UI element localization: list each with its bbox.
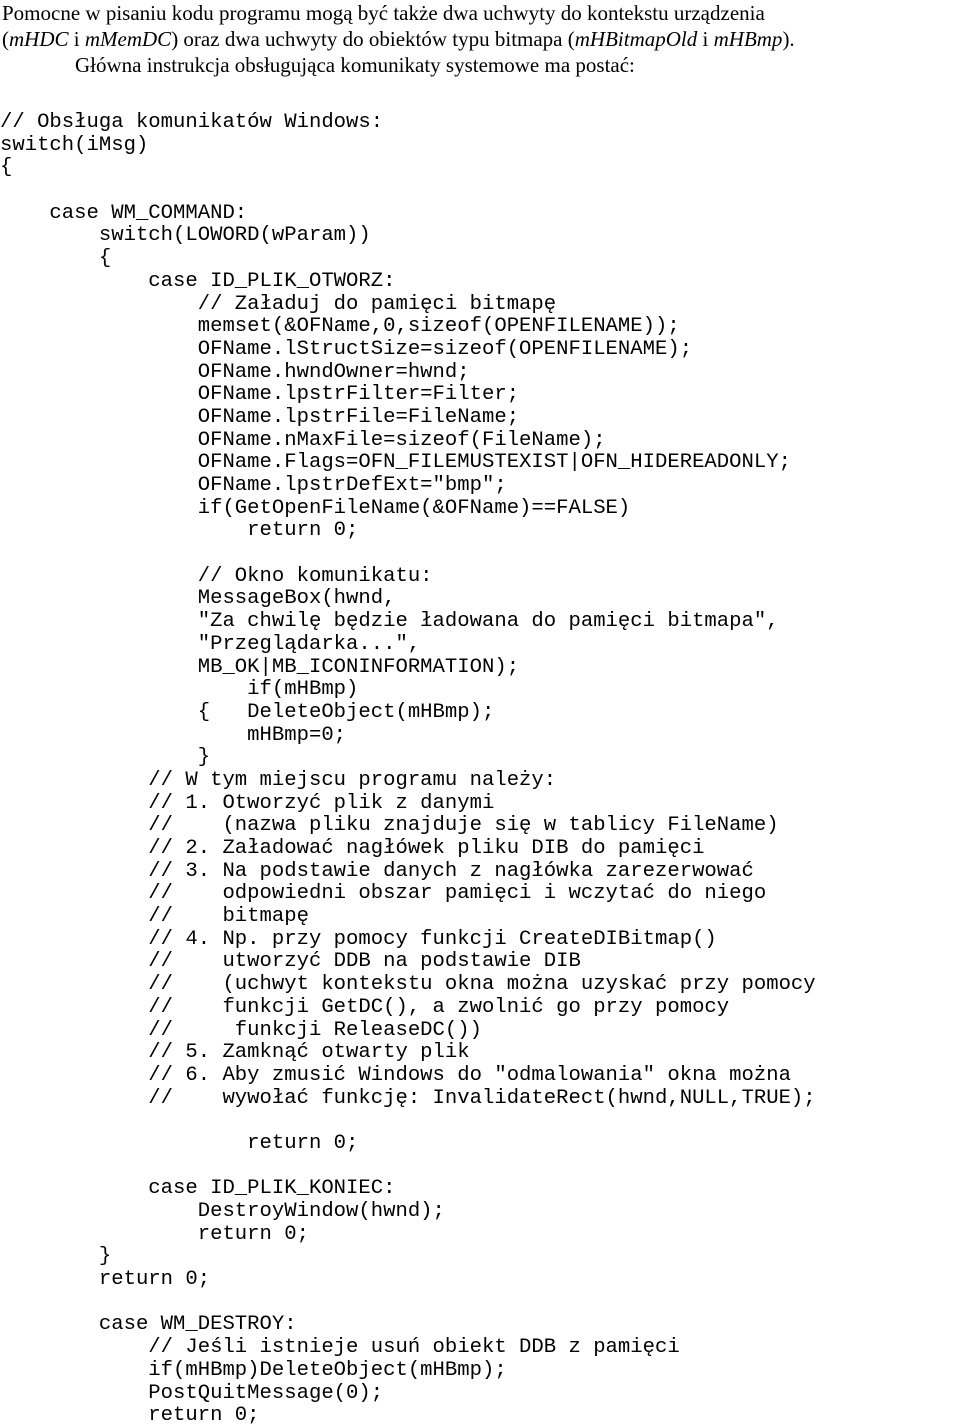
code-line: case WM_DESTROY: xyxy=(0,1313,297,1337)
code-line: // funkcji ReleaseDC()) xyxy=(0,1018,482,1042)
code-line xyxy=(0,1156,958,1179)
code-line xyxy=(0,543,958,566)
prose-text: ( xyxy=(2,27,9,51)
identifier-italic: mHBmp xyxy=(713,27,783,51)
code-line: case WM_COMMAND: xyxy=(0,201,248,225)
code-line: // bitmapę xyxy=(0,905,309,929)
code-line: // 5. Zamknąć otwarty plik xyxy=(0,1041,470,1065)
prose-line-3: Główna instrukcja obsługująca komunikaty systemowe ma postać: xyxy=(75,53,635,77)
code-line: return 0; xyxy=(0,1268,211,1292)
code-line: // 2. Załadować nagłówek pliku DIB do pamięci xyxy=(0,837,705,860)
code-line: // (nazwa pliku znajduje się w tablicy FileName) xyxy=(0,814,779,838)
code-line: switch(iMsg) xyxy=(0,133,149,157)
code-line: // Załaduj do pamięci bitmapę xyxy=(0,292,557,316)
code-line: // W tym miejscu programu należy: xyxy=(0,768,557,792)
code-line xyxy=(0,180,958,203)
code-line: return 0; xyxy=(0,1131,359,1155)
code-listing xyxy=(0,112,958,1426)
code-line: case ID_PLIK_OTWORZ: xyxy=(0,269,396,293)
code-line: OFName.nMaxFile=sizeof(FileName); xyxy=(0,428,606,452)
code-line: OFName.hwndOwner=hwnd; xyxy=(0,360,470,384)
prose-line-1: Pomocne w pisaniu kodu programu mogą być także dwa uchwyty do kontekstu urządzenia xyxy=(2,1,765,25)
code-line: if(mHBmp)DeleteObject(mHBmp); xyxy=(0,1358,507,1382)
code-line: // 4. Np. przy pomocy funkcji CreateDIBitmap() xyxy=(0,927,717,951)
code-line: // wywołać funkcję: InvalidateRect(hwnd,NULL,TRUE); xyxy=(0,1086,816,1110)
code-line: // funkcji GetDC(), a zwolnić go przy pomocy xyxy=(0,995,730,1019)
code-line: // (uchwyt kontekstu okna można uzyskać przy pomocy xyxy=(0,973,816,997)
code-line: return 0; xyxy=(0,1222,309,1246)
code-line: MB_OK|MB_ICONINFORMATION); xyxy=(0,655,520,679)
code-line xyxy=(0,1110,958,1133)
prose-line-2 xyxy=(2,26,958,52)
identifier-italic: mHDC xyxy=(9,27,69,51)
code-line: if(mHBmp) xyxy=(0,678,359,702)
code-line: // 3. Na podstawie danych z nagłówka zarezerwować xyxy=(0,859,754,883)
code-line: // Jeśli istnieje usuń obiekt DDB z pamięci xyxy=(0,1336,680,1360)
code-line: // 6. Aby zmusić Windows do "odmalowania" okna można xyxy=(0,1063,791,1087)
code-line: // utworzyć DDB na podstawie DIB xyxy=(0,950,581,974)
code-line: return 0; xyxy=(0,519,359,543)
code-line: // 1. Otworzyć plik z danymi xyxy=(0,791,495,815)
code-line: // Obsługa komunikatów Windows: xyxy=(0,112,384,134)
code-line: memset(&OFName,0,sizeof(OPENFILENAME)); xyxy=(0,315,680,339)
code-line: mHBmp=0; xyxy=(0,723,347,747)
code-line: OFName.lpstrFile=FileName; xyxy=(0,405,520,429)
code-line: return 0; xyxy=(0,1404,260,1426)
code-line: { xyxy=(0,247,112,271)
prose-text: i xyxy=(68,27,85,51)
prose-text: ). xyxy=(782,27,795,51)
code-line: "Przeglądarka...", xyxy=(0,632,421,656)
code-line xyxy=(0,1292,958,1315)
code-line: { xyxy=(0,156,13,180)
code-line: MessageBox(hwnd, xyxy=(0,587,396,611)
code-line: // Okno komunikatu: xyxy=(0,564,433,588)
code-line: } xyxy=(0,1245,112,1269)
code-line: "Za chwilę będzie ładowana do pamięci bitmapa", xyxy=(0,610,779,634)
code-line: OFName.lpstrDefExt="bmp"; xyxy=(0,474,507,497)
code-line: OFName.Flags=OFN_FILEMUSTEXIST|OFN_HIDEREADONLY; xyxy=(0,451,791,475)
code-line: PostQuitMessage(0); xyxy=(0,1381,384,1405)
code-line: OFName.lStructSize=sizeof(OPENFILENAME); xyxy=(0,337,693,361)
code-line: } xyxy=(0,746,211,770)
code-line: // odpowiedni obszar pamięci i wczytać do niego xyxy=(0,882,767,906)
code-line: { DeleteObject(mHBmp); xyxy=(0,700,495,724)
prose-text: ) oraz dwa uchwyty do obiektów typu bitmapa ( xyxy=(171,27,575,51)
code-line: if(GetOpenFileName(&OFName)==FALSE) xyxy=(0,496,631,520)
code-line: OFName.lpstrFilter=Filter; xyxy=(0,383,520,407)
code-line: switch(LOWORD(wParam)) xyxy=(0,224,371,248)
prose-text: i xyxy=(697,27,714,51)
identifier-italic: mMemDC xyxy=(84,27,172,51)
code-line: DestroyWindow(hwnd); xyxy=(0,1200,445,1223)
prose-paragraph xyxy=(2,0,958,78)
code-line: case ID_PLIK_KONIEC: xyxy=(0,1177,396,1201)
identifier-italic: mHBitmapOld xyxy=(574,27,698,51)
